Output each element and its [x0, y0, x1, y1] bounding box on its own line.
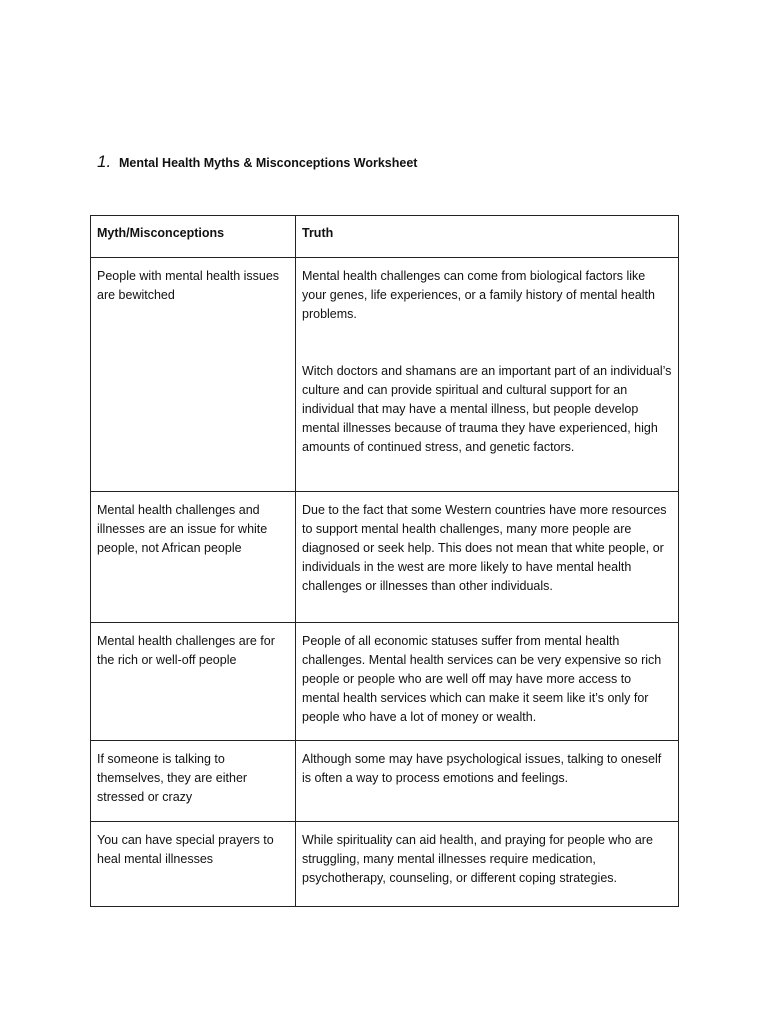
myth-cell: People with mental health issues are bewitched [91, 258, 296, 492]
worksheet-heading [97, 152, 417, 172]
myth-cell: You can have special prayers to heal mental illnesses [91, 822, 296, 907]
truth-paragraph: People of all economic statuses suffer from mental health challenges. Mental health services can be very expensive so rich people or people who are well off may have more access to mental health services which can make it seem like it’s only for people who have a lot of money or wealth. [302, 634, 662, 724]
table-row [91, 741, 679, 822]
header-myth: Myth/Misconceptions [91, 216, 296, 258]
myth-cell: Mental health challenges and illnesses are an issue for white people, not African people [91, 492, 296, 623]
truth-cell [296, 822, 679, 907]
header-truth: Truth [296, 216, 679, 258]
truth-cell [296, 741, 679, 822]
truth-paragraph: Although some may have psychological issues, talking to oneself is often a way to process emotions and feelings. [302, 752, 662, 785]
truth-paragraph: While spirituality can aid health, and praying for people who are struggling, many mental illnesses require medication, psychotherapy, counseling, or different coping strategies. [302, 833, 653, 885]
heading-number: 1. [97, 152, 112, 171]
heading-title: Mental Health Myths & Misconceptions Worksheet [119, 156, 418, 170]
truth-cell [296, 623, 679, 741]
myth-cell: Mental health challenges are for the rich or well-off people [91, 623, 296, 741]
table-row [91, 258, 679, 492]
table-row [91, 492, 679, 623]
myth-cell: If someone is talking to themselves, they are either stressed or crazy [91, 741, 296, 822]
truth-paragraph: Mental health challenges can come from biological factors like your genes, life experiences, or a family history of mental health problems. [302, 269, 655, 321]
table-row [91, 822, 679, 907]
table-row [91, 623, 679, 741]
myths-table [90, 215, 679, 907]
table-header-row [91, 216, 679, 258]
truth-paragraph: Due to the fact that some Western countries have more resources to support mental health challenges, many more people are diagnosed or seek help. This does not mean that white people, or individuals in the west are more likely to have mental health challenges or illnesses than other individuals. [302, 503, 667, 593]
truth-cell [296, 258, 679, 492]
truth-cell [296, 492, 679, 623]
truth-paragraph: Witch doctors and shamans are an important part of an individual’s culture and can provide spiritual and cultural support for an individual that may have a mental illness, but people develop mental illnesses because of trauma they have experienced, high amounts of continued stress, and genetic factors. [302, 364, 672, 454]
